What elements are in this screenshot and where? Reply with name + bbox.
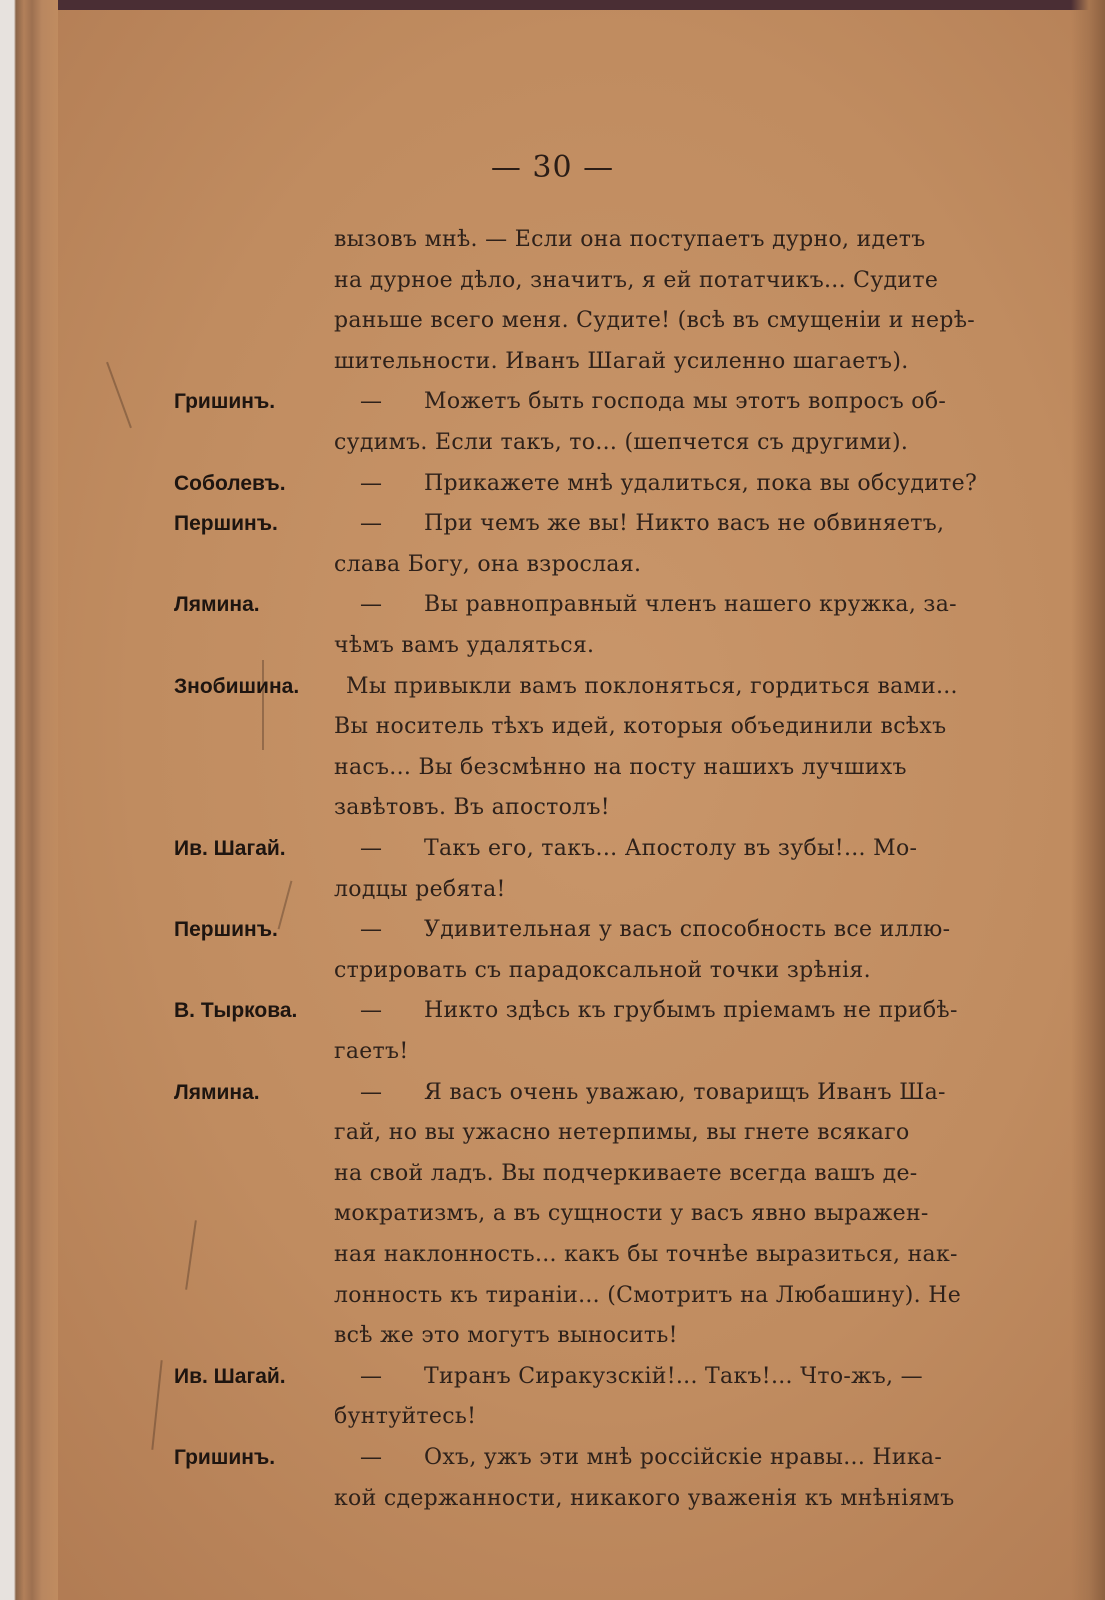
line-text: чѣмъ вамъ удаляться. [334, 633, 595, 658]
speaker-name: Ив. Шагай. [174, 837, 286, 860]
text-line [0, 829, 1105, 869]
speaker-name: В. Тыркова. [174, 999, 298, 1023]
line-text: вызовъ мнѣ. — Если она поступаетъ дурно, идетъ [334, 227, 926, 252]
text-line [0, 748, 1105, 788]
speaker-name: Першинъ. [174, 918, 278, 942]
line-text: раньше всего меня. Судите! (всѣ въ смущеніи и нерѣ- [334, 308, 976, 334]
speaker-name: Гришинъ. [174, 390, 276, 414]
text-line [0, 1073, 1105, 1113]
line-text: При чемъ же вы! Никто васъ не обвиняетъ, [424, 511, 945, 537]
speech-dash: — [360, 1079, 382, 1105]
line-text: Никто здѣсь къ грубымъ пріемамъ не прибѣ- [424, 998, 958, 1024]
text-line [0, 667, 1105, 707]
line-text: мократизмъ, а въ сущности у васъ явно выражен- [334, 1201, 929, 1227]
text-line [0, 951, 1105, 991]
text-line [0, 301, 1105, 341]
speaker-name: Гришинъ. [174, 1446, 276, 1469]
line-text: Удивительная у васъ способность все иллю- [424, 917, 951, 943]
text-line [0, 991, 1105, 1031]
line-text: Можетъ быть господа мы этотъ вопросъ об- [424, 389, 947, 415]
text-line [0, 1154, 1105, 1194]
line-text: лонность къ тираніи... (Смотритъ на Любашину). Не [334, 1282, 962, 1308]
line-text: гаетъ! [334, 1039, 409, 1064]
page-number: — 30 — [490, 150, 615, 185]
text-line [0, 870, 1105, 910]
speaker-name: Лямина. [174, 593, 260, 617]
text-line [0, 788, 1105, 828]
line-text: слава Богу, она взрослая. [334, 551, 642, 577]
speaker-name: Лямина. [174, 1080, 260, 1104]
speaker-name: Ив. Шагай. [174, 1364, 286, 1388]
text-line [0, 1438, 1105, 1478]
line-text: Прикажете мнѣ удалиться, пока вы обсудите? [424, 470, 978, 496]
line-text: Вы носитель тѣхъ идей, которыя объединили всѣхъ [334, 714, 947, 740]
speech-dash: — [360, 592, 382, 618]
line-text: стрировать съ парадоксальной точки зрѣнія. [334, 957, 871, 983]
text-line [0, 261, 1105, 301]
text-line [0, 423, 1105, 463]
speaker-name: Знобишина. [174, 674, 300, 698]
text-line [0, 1032, 1105, 1072]
line-text: завѣтовъ. Въ апостолъ! [334, 795, 610, 821]
line-text: кой сдержанности, никакого уваженія къ мнѣніямъ [334, 1485, 955, 1511]
text-line [0, 626, 1105, 666]
line-text: гай, но вы ужасно нетерпимы, вы гнете всякаго [334, 1120, 910, 1146]
text-line [0, 1235, 1105, 1275]
line-text: Такъ его, такъ... Апостолу въ зубы!... Мо- [424, 836, 918, 861]
speaker-name: Першинъ. [174, 512, 278, 536]
line-text: ная наклонность... какъ бы точнѣе выразиться, нак- [334, 1242, 958, 1267]
text-line [0, 1357, 1105, 1397]
line-text: на свой ладъ. Вы подчеркиваете всегда вашъ де- [334, 1160, 918, 1186]
text-line [0, 220, 1105, 260]
line-text: Вы равноправный членъ нашего кружка, за- [424, 592, 957, 618]
speech-dash: — [360, 389, 382, 415]
text-line [0, 1397, 1105, 1437]
line-text: всѣ же это могутъ выносить! [334, 1323, 678, 1349]
speech-dash: — [360, 511, 382, 537]
text-line [0, 1316, 1105, 1356]
speaker-name: Соболевъ. [174, 471, 286, 495]
line-text: Тиранъ Сиракузскій!... Такъ!... Что-жъ, — [424, 1363, 923, 1389]
text-line [0, 342, 1105, 382]
text-line [0, 585, 1105, 625]
text-line [0, 707, 1105, 747]
text-line [0, 545, 1105, 585]
speech-dash: — [360, 917, 382, 943]
text-line [0, 382, 1105, 422]
speech-dash: — [360, 836, 382, 861]
speech-dash: — [360, 1363, 382, 1389]
text-line [0, 1113, 1105, 1153]
speech-dash: — [360, 998, 382, 1024]
text-line [0, 1276, 1105, 1316]
line-text: судимъ. Если такъ, то... (шепчется съ другими). [334, 430, 909, 455]
text-line [0, 464, 1105, 504]
speech-dash: — [360, 470, 382, 496]
text-line [0, 504, 1105, 544]
line-text: насъ... Вы безсмѣнно на посту нашихъ лучшихъ [334, 754, 907, 780]
line-text: Я васъ очень уважаю, товарищъ Иванъ Ша- [424, 1079, 946, 1105]
text-line [0, 910, 1105, 950]
line-text: Охъ, ужъ эти мнѣ россійскіе нравы... Ника- [424, 1445, 943, 1470]
line-text: бунтуйтесь! [334, 1404, 477, 1430]
line-text: лодцы ребята! [334, 876, 506, 902]
line-text: на дурное дѣло, значитъ, я ей потатчикъ... Судите [334, 267, 939, 293]
line-text: шительности. Иванъ Шагай усиленно шагаетъ). [334, 348, 909, 374]
text-line [0, 1479, 1105, 1519]
text-line [0, 1194, 1105, 1234]
line-text: Мы привыкли вамъ поклоняться, гордиться вами... [346, 673, 958, 699]
speech-dash: — [360, 1445, 382, 1470]
